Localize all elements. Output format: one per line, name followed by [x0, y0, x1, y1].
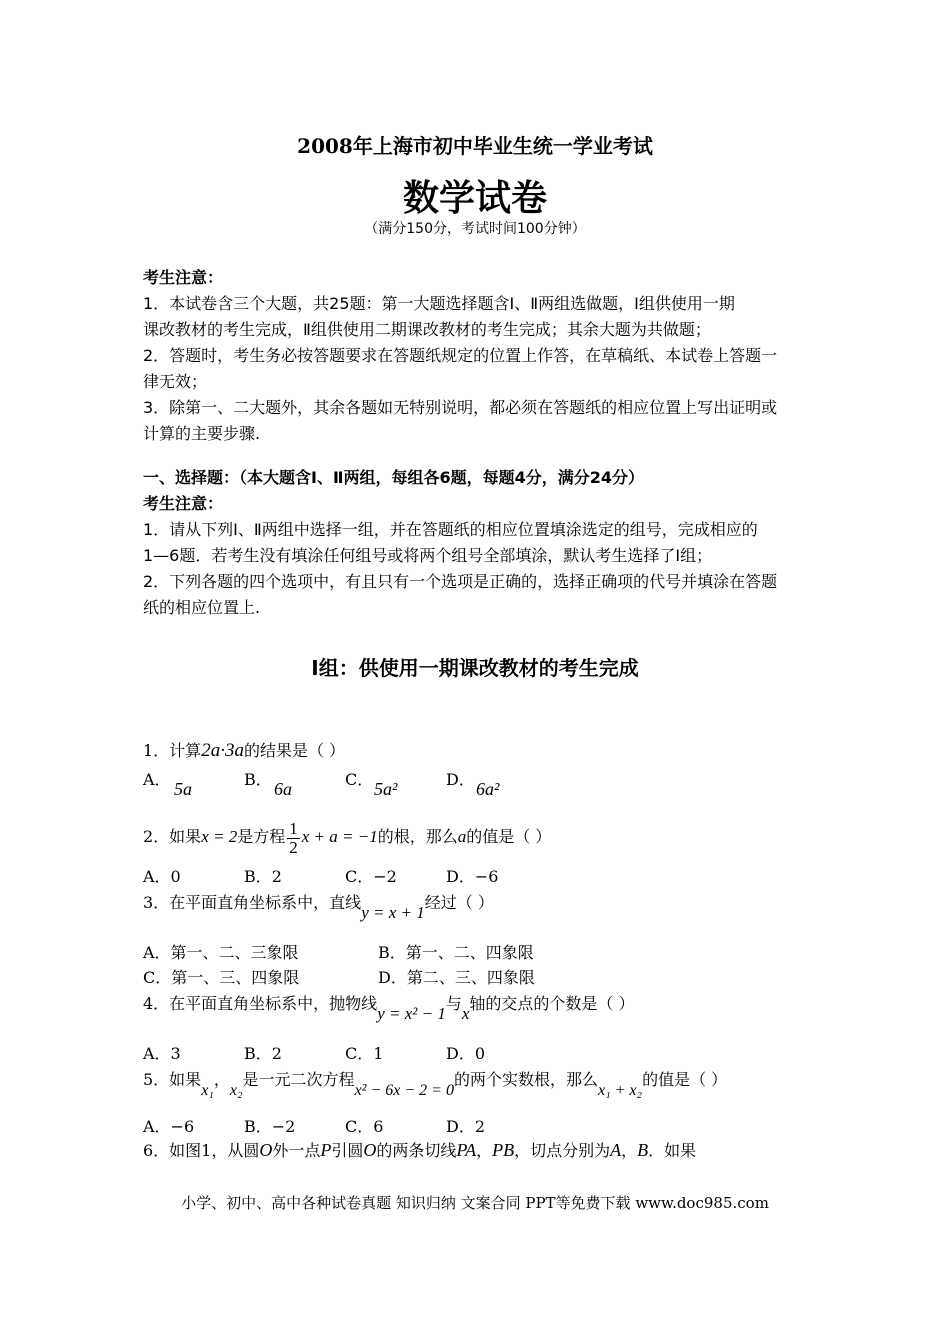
question-text: ，切点分别为	[514, 1141, 611, 1160]
fraction-denominator: 2	[289, 837, 298, 857]
math-expression: y = x + 1	[361, 903, 425, 922]
question-text: 的结果是（ ）	[243, 741, 346, 760]
math-variable: A	[610, 1140, 622, 1160]
question-text: 的两个实数根，那么	[453, 1070, 598, 1089]
question-text: 是一元二次方程	[242, 1070, 355, 1089]
notice-line: 2．答题时，考生务必按答题要求在答题纸规定的位置上作答，在草稿纸、本试卷上答题一	[143, 346, 778, 365]
math-variable: x	[461, 1004, 470, 1023]
question-text: 与	[445, 994, 462, 1013]
question-text: 2．如果	[143, 827, 202, 846]
option-d: D．2	[446, 1117, 486, 1136]
math-expression: x = 2	[201, 827, 238, 846]
question-text: ．如果	[648, 1141, 697, 1160]
math-expression: x² − 6x − 2 = 0	[354, 1082, 454, 1099]
question-1	[143, 738, 345, 762]
math-expression: x₁ + x₂	[597, 1082, 643, 1099]
question-text: 外一点	[272, 1141, 321, 1160]
question-text: ，	[476, 1141, 493, 1160]
math-expression: x + a = −1	[301, 827, 378, 846]
paper-title: 数学试卷	[402, 178, 547, 219]
question-text: 的两条切线	[376, 1141, 457, 1160]
question-text: 经过（ ）	[424, 893, 494, 912]
math-variable: PB	[492, 1140, 515, 1160]
section1-line: 2．下列各题的四个选项中，有且只有一个选项是正确的，选择正确项的代号并填涂在答题	[143, 572, 778, 591]
question-text: 5．如果	[143, 1070, 202, 1089]
question-text: 轴的交点的个数是（ ）	[469, 994, 635, 1013]
notice-block	[143, 265, 777, 447]
notice-line: 计算的主要步骤.	[143, 424, 261, 443]
section1-block	[143, 465, 777, 621]
notice-line: 律无效；	[143, 372, 208, 391]
option-c: C．6	[345, 1117, 384, 1136]
option-a: A．−6	[143, 1117, 195, 1136]
question-text: 是方程	[237, 827, 286, 846]
question-text: 1．计算	[143, 741, 202, 760]
math-variable: B	[637, 1140, 649, 1160]
option-a: A．第一、二、三象限	[143, 943, 299, 962]
question-text: 4．在平面直角坐标系中，抛物线	[143, 994, 378, 1013]
math-variable: x₂	[229, 1082, 243, 1099]
option-c: C．第一、三、四象限	[143, 968, 300, 987]
option-c: C．1	[345, 1044, 384, 1063]
math-expression: 2a·3a	[201, 740, 244, 761]
option-c: 5a²	[374, 779, 398, 799]
option-b: B．2	[244, 867, 282, 886]
notice-line: 3．除第一、二大题外，其余各题如无特别说明，都必须在答题纸的相应位置上写出证明或	[143, 398, 778, 417]
section1-line: 纸的相应位置上.	[143, 598, 261, 617]
question-text: 的值是（ ）	[466, 827, 552, 846]
question-2	[143, 817, 551, 857]
notice-line: 1．本试卷含三个大题，共25题：第一大题选择题含Ⅰ、Ⅱ两组选做题，Ⅰ组供使用一期	[143, 294, 735, 313]
option-b: B．−2	[244, 1117, 296, 1136]
option-b: 6a	[274, 779, 292, 799]
question-3	[143, 890, 494, 922]
option-label-b: B．	[244, 770, 272, 789]
fraction	[287, 820, 300, 856]
option-a: A．0	[143, 867, 181, 886]
group1-heading: Ⅰ组：供使用一期课改教材的考生完成	[311, 656, 639, 680]
question-text: 引圆	[331, 1141, 364, 1160]
option-a: A．3	[143, 1044, 181, 1063]
question-text: ，	[621, 1141, 638, 1160]
paper-subtitle: （满分150分，考试时间100分钟）	[364, 221, 586, 237]
question-text: 的根，那么	[377, 827, 458, 846]
math-variable: x₁	[201, 1082, 214, 1099]
math-expression: y = x² − 1	[377, 1004, 446, 1023]
question-5	[143, 1067, 728, 1099]
section1-notice-heading: 考生注意：	[143, 494, 224, 513]
math-variable: a	[457, 827, 467, 846]
math-variable: O	[259, 1140, 273, 1160]
question-text: ，	[213, 1070, 230, 1089]
question-text: 6．如图1，从圆	[143, 1141, 260, 1160]
math-variable: O	[363, 1140, 377, 1160]
fraction-numerator: 1	[289, 818, 298, 838]
question-text: 3．在平面直角坐标系中，直线	[143, 893, 362, 912]
math-variable: P	[320, 1140, 332, 1160]
footer-text: 小学、初中、高中各种试卷真题 知识归纳 文案合同 PPT等免费下载 www.doc985.com	[181, 1194, 769, 1212]
question-text: 的值是（ ）	[642, 1070, 728, 1089]
option-d: 6a²	[476, 779, 500, 799]
section1-heading: 一、选择题：（本大题含Ⅰ、Ⅱ两组，每组各6题，每题4分，满分24分）	[143, 468, 645, 487]
exam-title: 2008年上海市初中毕业生统一学业考试	[297, 134, 653, 158]
option-b: B．2	[244, 1044, 282, 1063]
option-label-c: C．	[345, 770, 374, 789]
option-a: 5a	[174, 779, 192, 799]
notice-line: 课改教材的考生完成，Ⅱ组供使用二期课改教材的考生完成；其余大题为共做题；	[143, 320, 711, 339]
section1-line: 1．请从下列Ⅰ、Ⅱ两组中选择一组，并在答题纸的相应位置填涂选定的组号，完成相应的	[143, 520, 758, 539]
option-d: D．0	[446, 1044, 486, 1063]
question-4	[143, 991, 635, 1023]
option-d: D．−6	[446, 867, 499, 886]
option-label-a: A．	[143, 770, 171, 789]
option-d: D．第二、三、四象限	[378, 968, 535, 987]
option-c: C．−2	[345, 867, 397, 886]
math-variable: PA	[456, 1140, 477, 1160]
question-6	[143, 1138, 696, 1161]
option-label-d: D．	[446, 770, 475, 789]
option-b: B．第一、二、四象限	[378, 943, 534, 962]
section1-line: 1—6题．若考生没有填涂任何组号或将两个组号全部填涂，默认考生选择了Ⅰ组；	[143, 546, 713, 565]
notice-heading: 考生注意：	[143, 268, 224, 287]
